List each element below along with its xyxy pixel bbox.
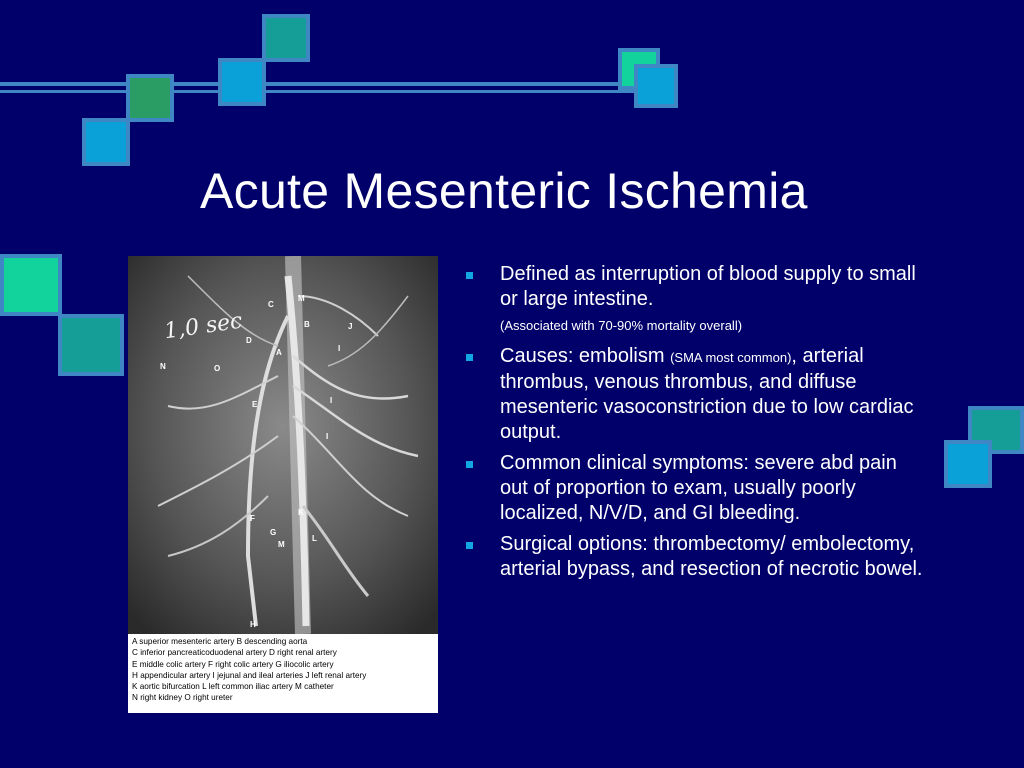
bullet-item bbox=[464, 262, 924, 338]
legend-line: E middle colic artery F right colic artery G iliocolic artery bbox=[132, 659, 334, 669]
slide-title: Acute Mesenteric Ischemia bbox=[200, 163, 808, 219]
figure-label: J bbox=[348, 322, 353, 331]
decor-square bbox=[634, 64, 678, 108]
figure-label: G bbox=[270, 528, 277, 537]
figure-label: I bbox=[338, 344, 341, 353]
bullet-square-icon bbox=[466, 542, 473, 549]
angiogram-figure bbox=[128, 256, 438, 713]
decor-square bbox=[58, 314, 124, 376]
bullet-text: Causes: embolism bbox=[500, 345, 671, 367]
bullet-square-icon bbox=[466, 272, 473, 279]
bullet-note: (SMA most common) bbox=[670, 350, 792, 365]
figure-label: D bbox=[246, 336, 252, 345]
legend-line: H appendicular artery I jejunal and ileal arteries J left renal artery bbox=[132, 670, 367, 680]
bullet-item bbox=[464, 532, 924, 582]
decor-square bbox=[82, 118, 130, 166]
figure-label: B bbox=[304, 320, 310, 329]
figure-label: E bbox=[252, 400, 258, 409]
decor-line-top bbox=[0, 82, 650, 86]
figure-label: C bbox=[268, 300, 274, 309]
figure-label: A bbox=[276, 348, 282, 357]
decor-square bbox=[126, 74, 174, 122]
bullet-text: Common clinical symptoms: severe abd pain out of proportion to exam, usually poorly localized, N/V/D, and GI bleeding. bbox=[500, 452, 897, 524]
decor-square bbox=[262, 14, 310, 62]
legend-line: C inferior pancreaticoduodenal artery D right renal artery bbox=[132, 648, 337, 658]
bullet-note: (Associated with 70-90% mortality overall) bbox=[500, 318, 743, 333]
legend-line: N right kidney O right ureter bbox=[132, 693, 233, 703]
legend-line: K aortic bifurcation L left common iliac artery M catheter bbox=[132, 682, 334, 692]
bullet-text: Defined as interruption of blood supply to small or large intestine. bbox=[500, 263, 916, 310]
bullet-item bbox=[464, 451, 924, 526]
figure-label: N bbox=[160, 362, 166, 371]
figure-label: I bbox=[330, 396, 333, 405]
bullet-text: Surgical options: thrombectomy/ embolectomy, arterial bypass, and resection of necrotic bowel. bbox=[500, 533, 923, 580]
decor-line-top-2 bbox=[0, 90, 650, 93]
figure-label: K bbox=[298, 508, 304, 517]
bullet-square-icon bbox=[466, 461, 473, 468]
figure-label: H bbox=[250, 620, 256, 629]
handwritten-timing: 1,0 sec bbox=[162, 308, 244, 345]
figure-label: L bbox=[312, 534, 317, 543]
figure-legend bbox=[132, 636, 436, 704]
figure-label: I bbox=[326, 432, 329, 441]
bullet-text: , arterial thrombus, venous thrombus, and diffuse mesenteric vasoconstriction due to low cardiac output. bbox=[500, 345, 914, 443]
bullet-item bbox=[464, 344, 924, 445]
figure-label: O bbox=[214, 364, 221, 373]
figure-label: M bbox=[298, 294, 305, 303]
bullet-square-icon bbox=[466, 354, 473, 361]
legend-line: A superior mesenteric artery B descending aorta bbox=[132, 637, 308, 646]
decor-square bbox=[944, 440, 992, 488]
decor-square bbox=[0, 254, 62, 316]
figure-label: F bbox=[250, 514, 255, 523]
angiogram-image bbox=[128, 256, 438, 634]
bullet-list bbox=[464, 262, 924, 588]
figure-label: M bbox=[278, 540, 285, 549]
decor-square bbox=[218, 58, 266, 106]
